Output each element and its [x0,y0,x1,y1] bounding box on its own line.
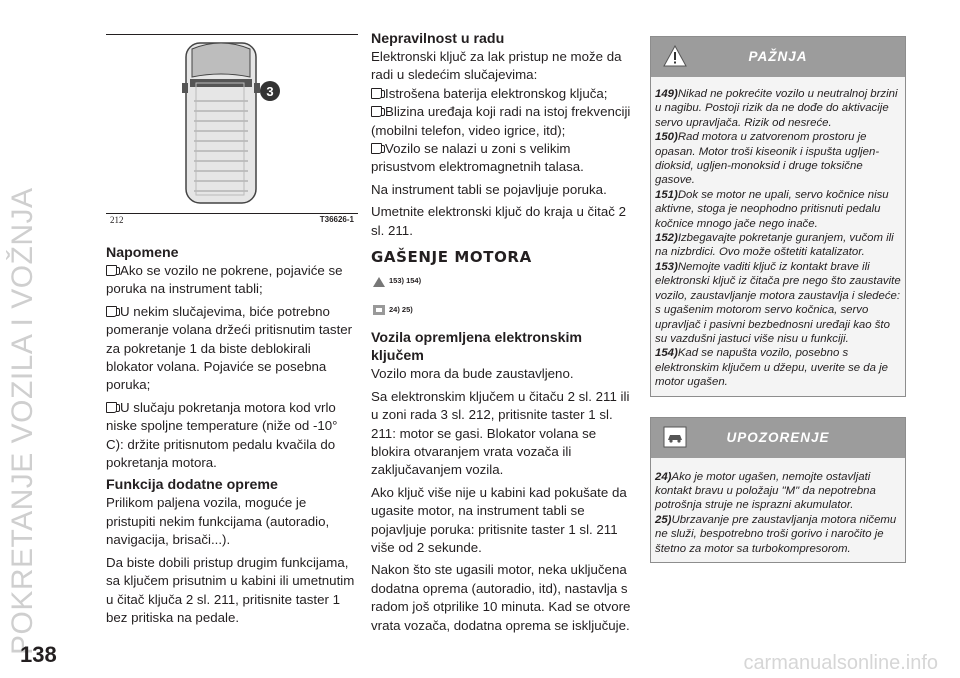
caution-refs-2: 24) 25) [373,301,637,319]
upozorenje-item: 24)Ako je motor ugašen, nemojte ostavljati kontakt bravu u položaju "M" da nepotrebna potrošnja struje ne isprazni akumulator. [655,470,876,512]
hand-pointer-icon [371,143,382,154]
hand-pointer-icon [106,402,117,413]
insert-key-paragraph: Umetnite elektronski ključ do kraja u čitač 2 sl. 211. [371,204,626,238]
hand-pointer-icon [106,265,117,276]
instrument-message-paragraph: Na instrument tabli se pojavljuje poruka. [371,181,607,197]
napomene-heading: Napomene [106,245,179,261]
vozila-paragraph-2: Sa elektronskim ključem u čitaču 2 sl. 211 ili u zoni rada 3 sl. 212, pritisnite taster 1 sl. 211: motor se gasi. Blokator volana se blokira otvaranjem vrata vozača ili zaključavanjem vozila. [371,388,630,478]
funkcija-heading: Funkcija dodatne opreme [106,477,278,494]
van-topview-illustration [166,39,296,207]
nepravilnost-bullet-2: Blizina uređaja koji radi na istoj frekvenciji (mobilni telefon, video igrice, itd); [371,104,631,138]
paznja-item: 151)Dok se motor ne upali, servo kočnice nisu aktivne, stoga je neophodno pritisnuti pedalu kočnice mnogo jače nego inače. [655,188,889,230]
upozorenje-title: UPOZORENJE [726,429,830,445]
funkcija-paragraph-2: Da biste dobili pristup drugim funkcijama, sa ključem prisutnim u kabini ili umetnutim u čitač ključa 2 sl. 211, pritisnite taster 1 bez pritiska na pedale. [106,554,355,625]
upozorenje-box [650,417,906,563]
figure-caption-code: T36626-1 [319,214,354,224]
warning-triangle-icon [663,45,687,67]
upozorenje-item: 25)Ubrzavanje pre zaustavljanja motora ničemu ne služi, bespotrebno troši gorivo i naročito je štetno za motor sa turbokompresorom. [655,513,897,555]
watermark: carmanualsonline.info [743,652,938,674]
nepravilnost-heading: Nepravilnost u radu [371,31,505,47]
warning-refs-1: 153) 154) [373,272,637,290]
hand-pointer-icon [106,306,117,317]
hand-pointer-icon [371,88,382,99]
upozorenje-header [651,418,905,458]
vozila-paragraph-1: Vozilo mora da bude zaustavljeno. [371,366,574,382]
column-2 [371,30,637,639]
warning-triangle-icon [373,277,385,287]
napomene-bullet-2: U nekim slučajevima, biće potrebno pomeranje volana držeći pritisnutim taster za pokretanje 1 da biste deblokirali blokator volana. Pojaviće se posebna poruka; [106,303,353,393]
column-1 [106,34,358,631]
car-caution-icon [373,305,385,315]
paznja-item: 152)Izbegavajte pokretanje guranjem, vučom ili na nizbrdici. Ovo može oštetiti katalizator. [655,232,894,259]
section-title-gasenje-motora: GAŠENJE MOTORA [371,248,532,267]
hand-pointer-icon [371,106,382,117]
page-number: 138 [20,642,57,667]
paznja-box [650,36,906,397]
paznja-item: 149)Nikad ne pokrećite vozilo u neutralnoj brzini u nagibu. Postoji rizik da ne dođe do aktivacije servo upravljača. Rizik od nesreće. [655,88,898,129]
napomene-bullet-3: U slučaju pokretanja motora kod vrlo niske spoljne temperature (niže od -10° C): držite pritisnutom pedalu kvačila do pokretanja motora. [106,399,338,471]
car-caution-icon [663,426,687,448]
nepravilnost-bullet-1: Istrošena baterija elektronskog ključa; [371,85,637,103]
figure-212 [106,34,358,225]
paznja-item: 154)Kad se napušta vozilo, posebno s elektronskim ključem u džepu, uverite se da je motor ugašen. [655,347,888,389]
paznja-item: 150)Rad motora u zatvorenom prostoru je opasan. Motor troši kiseonik i ispušta ugljen-dioksid, ugljen-monoksid i druge toksične gasove. [655,131,880,187]
paznja-body [651,77,905,396]
figure-caption-number: 212 [110,214,124,225]
column-3 [650,36,906,583]
paznja-title: PAŽNJA [748,49,808,64]
paznja-item: 153)Nemojte vaditi ključ iz kontakt brave ili elektronski ključ iz čitača pre nego što zaustavite vozilo, zaustavljanje motora zaustavlja i sledeće: s ugašenim motorom servo kočnica, servo upravljač i pasivni bezbednosni uređaji kao što su vazdušni jastuci više nisu u funkciji. [655,260,901,345]
vozila-paragraph-3: Ako ključ više nije u kabini kad pokušate da ugasite motor, na instrument tabli se pojavljuje poruka: pritisnite taster 1 sl. 211 više od 2 sekunde. [371,484,627,555]
callout-3: 3 [266,84,274,99]
upozorenje-body [651,458,905,562]
paznja-header [651,37,905,77]
napomene-bullet-1: Ako se vozilo ne pokrene, pojaviće se poruka na instrument tabli; [106,263,343,297]
vozila-heading: Vozila opremljena elektronskim ključem [371,330,583,365]
nepravilnost-bullet-3: Vozilo se nalazi u zoni s velikim prisustvom elektromagnetnih talasa. [371,141,584,175]
nepravilnost-intro: Elektronski ključ za lak pristup ne može da radi u sledećim slučajevima: [371,49,622,83]
vozila-paragraph-4: Nakon što ste ugasili motor, neka uključena dodatna oprema (autoradio, itd), nastavlja s radom još otprilike 10 minuta. Kad se otvore vrata vozača, dodatna oprema se isključuje. [371,562,631,633]
side-chapter-title: POKRETANJE VOZILA I VOŽNJA [6,187,39,655]
funkcija-paragraph-1: Prilikom paljena vozila, moguće je pristupiti nekim funkcijama (autoradio, navigacija, brisači...). [106,495,330,548]
